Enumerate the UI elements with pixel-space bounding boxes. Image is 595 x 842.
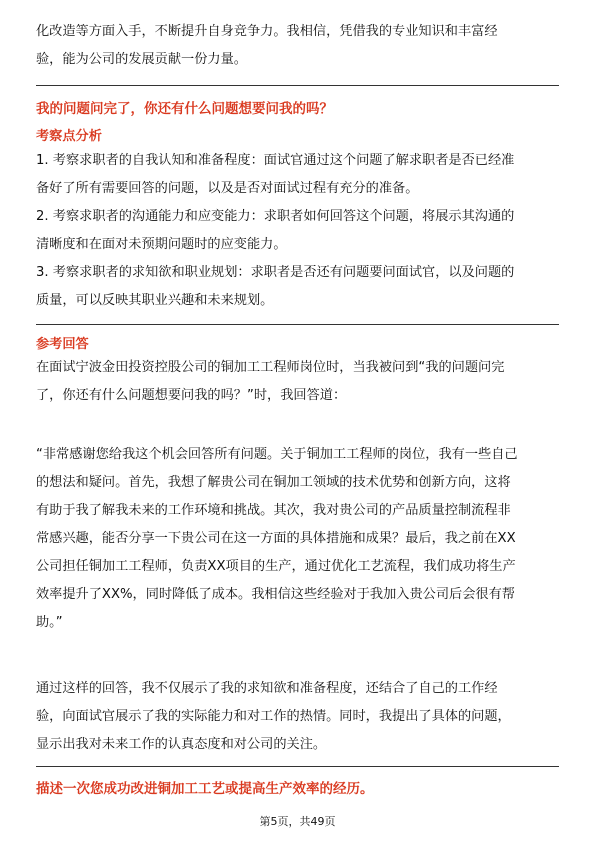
answer-intro-paragraph xyxy=(36,354,559,410)
text-line: 了，你还有什么问题想要问我的吗？”时，我回答道： xyxy=(36,388,347,403)
text-line: 效率提升了XX%，同时降低了成本。我相信这些经验对于我加入贵公司后会很有帮 xyxy=(36,587,515,602)
text-line: 助。” xyxy=(36,615,63,630)
next-question-heading: 描述一次您成功改进铜加工工艺或提高生产效率的经历。 xyxy=(36,781,374,797)
text-line: “非常感谢您给我这个机会回答所有问题。关于铜加工工程师的岗位，我有一些自己 xyxy=(36,447,518,462)
intro-paragraph xyxy=(36,18,559,74)
text-line: 2. 考察求职者的沟通能力和应变能力：求职者如何回答这个问题，将展示其沟通的 xyxy=(36,209,515,224)
summary-paragraph xyxy=(36,675,559,759)
page-number: 第5页，共49页 xyxy=(259,815,336,828)
answer-heading: 参考回答 xyxy=(36,337,89,352)
analysis-heading: 考察点分析 xyxy=(36,129,102,144)
text-line: 在面试宁波金田投资控股公司的铜加工工程师岗位时，当我被问到“我的问题问完 xyxy=(36,360,505,375)
text-line: 质量，可以反映其职业兴趣和未来规划。 xyxy=(36,293,274,308)
quote-paragraph xyxy=(36,441,559,637)
text-line: 公司担任铜加工工程师，负责XX项目的生产，通过优化工艺流程，我们成功将生产 xyxy=(36,559,516,574)
text-line: 通过这样的回答，我不仅展示了我的求知欲和准备程度，还结合了自己的工作经 xyxy=(36,681,498,696)
text-line: 的想法和疑问。首先，我想了解贵公司在铜加工领域的技术优势和创新方向，这将 xyxy=(36,475,511,490)
text-line: 常感兴趣，能否分享一下贵公司在这一方面的具体措施和成果？最后，我之前在XX xyxy=(36,531,516,546)
question-heading: 我的问题问完了，你还有什么问题想要问我的吗？ xyxy=(36,101,333,117)
text-line: 化改造等方面入手，不断提升自身竞争力。我相信，凭借我的专业知识和丰富经 xyxy=(36,24,498,39)
text-line: 3. 考察求职者的求知欲和职业规划：求职者是否还有问题要问面试官，以及问题的 xyxy=(36,265,515,280)
text-line: 有助于我了解我未来的工作环境和挑战。其次，我对贵公司的产品质量控制流程非 xyxy=(36,503,511,518)
text-line: 显示出我对未来工作的认真态度和对公司的关注。 xyxy=(36,737,327,752)
text-line: 验，向面试官展示了我的实际能力和对工作的热情。同时，我提出了具体的问题， xyxy=(36,709,511,724)
section-divider xyxy=(36,85,559,86)
analysis-paragraph xyxy=(36,147,559,315)
text-line: 验，能为公司的发展贡献一份力量。 xyxy=(36,52,247,67)
text-line: 备好了所有需要回答的问题，以及是否对面试过程有充分的准备。 xyxy=(36,181,419,196)
section-divider xyxy=(36,324,559,325)
section-divider xyxy=(36,766,559,767)
text-line: 清晰度和在面对未预期问题时的应变能力。 xyxy=(36,237,287,252)
text-line: 1. 考察求职者的自我认知和准备程度：面试官通过这个问题了解求职者是否已经准 xyxy=(36,153,515,168)
